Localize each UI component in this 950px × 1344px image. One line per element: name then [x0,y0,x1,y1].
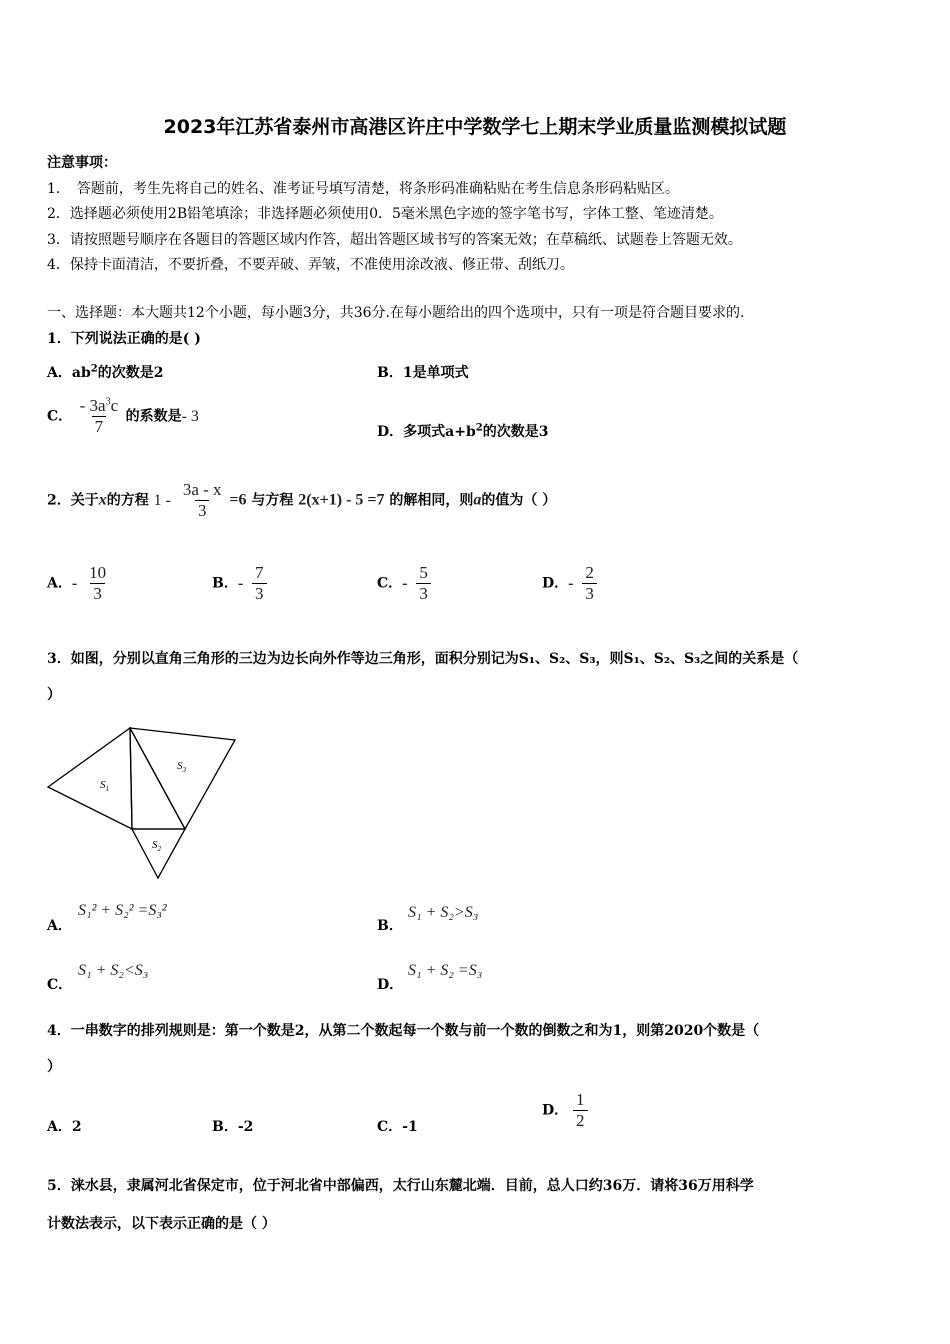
q2-stem: 2．关于x的方程 1 - $\frac{3a - x}{3}$ =6 与方程 2(x+1) - 5 =7 的解相同，则a的值为（ ） [47,480,557,520]
q4-option-c: C．-1 [377,1119,418,1135]
section-heading: 一、选择题：本大题共12个小题，每小题3分，共36分.在每小题给出的四个选项中，只有一项是符合题目要求的. [47,305,745,321]
q3-stem-line2: ） [47,687,61,703]
q3-triangle-figure [40,720,245,885]
q3-option-b-expr: S₁ + S₂>S₃ [408,904,479,921]
q4-option-d: D． $\frac{1}{2}$ [542,1090,588,1131]
q4-stem-line1: 4．一串数字的排列规则是：第一个数是2，从第二个数起每一个数与前一个数的倒数之和为1，则第2020个数是（ [47,1023,760,1039]
q4-option-a: A．2 [47,1119,82,1135]
q5-stem-line2: 计数法表示，以下表示正确的是（ ） [47,1216,276,1232]
note-item: 1． 答题前，考生先将自己的姓名、准考证号填写清楚，将条形码准确粘贴在考生信息条形码粘贴区。 [47,181,679,197]
q3-option-d-expr: S₁ + S₂ =S₃ [408,962,483,979]
q1-c-fraction: $\frac{- 3a^3c}{7}$ [79,396,119,436]
q3-option-d-label: D． [377,977,404,993]
label-s2: $S_2$ [152,839,161,853]
label-s1: $S_1$ [100,779,109,793]
triangle-s2 [132,829,185,878]
triangle-s3 [130,728,235,829]
q1-option-d: D．多项式$a+b^2$的次数是3 [377,422,549,440]
q1-option-c: C． $\frac{- 3a^3c}{7}$ 的系数是- 3 [47,396,199,436]
q3-stem-line1: 3．如图，分别以直角三角形的三边为边长向外作等边三角形，面积分别记为S₁、S₂、S₃，则S₁、S₂、S₃之间的关系是（ [47,651,799,667]
notes-heading: 注意事项： [47,155,117,171]
note-item: 3．请按照题号顺序在各题目的答题区域内作答，超出答题区域书写的答案无效；在草稿纸、试题卷上答题无效。 [47,232,742,248]
q1-option-a: A．$ab^2$的次数是2 [47,363,164,381]
q3-option-a-expr: S₁² + S₂² =S₃² [78,902,167,919]
q4-stem-line2: ） [47,1059,61,1075]
q1-stem: 1．下列说法正确的是( ) [47,331,201,347]
q3-option-c-label: C． [47,977,73,993]
q2-option-a: A．- $\frac{10}{3}$ [47,563,107,603]
page-title: 2023年江苏省泰州市高港区许庄中学数学七上期末学业质量监测模拟试题 [163,116,787,138]
q3-option-a-label: A． [47,918,72,934]
label-s3: $S_3$ [177,760,186,774]
q2-eq1-fraction: $\frac{3a - x}{3}$ [182,480,222,520]
q5-stem-line1: 5．涞水县，隶属河北省保定市，位于河北省中部偏西，太行山东麓北端．目前，总人口约36万．请将36万用科学 [47,1178,754,1194]
q1-option-b: B．1是单项式 [377,365,469,381]
note-item: 2．选择题必须使用2B铅笔填涂；非选择题必须使用0．5毫米黑色字迹的签字笔书写，字体工整、笔迹清楚。 [47,206,723,222]
q2-option-b: B．- $\frac{7}{3}$ [212,563,267,604]
q2-option-c: C．- $\frac{5}{3}$ [377,563,431,604]
q2-option-d: D．- $\frac{2}{3}$ [542,563,597,604]
q3-option-b-label: B． [377,918,403,934]
q4-option-b: B．-2 [212,1119,254,1135]
triangle-s1 [48,728,132,829]
note-item: 4．保持卡面清洁，不要折叠，不要弄破、弄皱，不准使用涂改液、修正带、刮纸刀。 [47,257,574,273]
q3-option-c-expr: S₁ + S₂<S₃ [78,962,149,979]
